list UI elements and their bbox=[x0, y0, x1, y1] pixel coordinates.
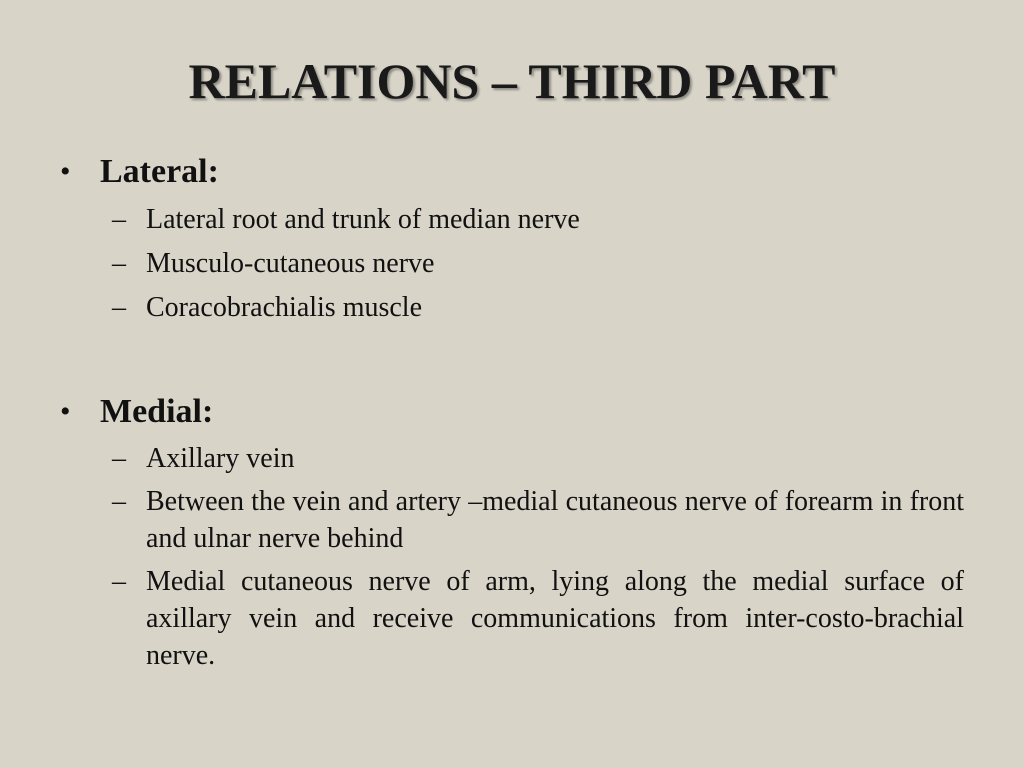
dash-icon: – bbox=[112, 248, 126, 279]
list-item bbox=[60, 483, 964, 557]
list-item bbox=[60, 245, 964, 282]
lateral-list bbox=[60, 201, 964, 326]
section-heading-medial: Medial: bbox=[100, 393, 214, 430]
bullet-icon: • bbox=[60, 395, 71, 428]
dash-icon: – bbox=[112, 566, 126, 597]
section-heading-row bbox=[60, 150, 964, 194]
list-item-text: Lateral root and trunk of median nerve bbox=[146, 204, 580, 235]
list-item bbox=[60, 289, 964, 326]
list-item bbox=[60, 563, 964, 674]
list-item-text: Coracobrachialis muscle bbox=[146, 292, 423, 323]
dash-icon: – bbox=[112, 292, 126, 323]
section-lateral bbox=[60, 150, 964, 326]
bullet-icon: • bbox=[60, 155, 71, 188]
list-item-text: Musculo-cutaneous nerve bbox=[146, 248, 435, 279]
slide-title: RELATIONS – THIRD PART bbox=[188, 53, 836, 109]
list-item-text: Between the vein and artery –medial cutaneous nerve of forearm in front and ulnar nerve behind bbox=[146, 486, 964, 554]
medial-list bbox=[60, 440, 964, 674]
list-item-text: Medial cutaneous nerve of arm, lying along the medial surface of axillary vein and receive communications from inter-costo-brachial nerve. bbox=[146, 566, 964, 671]
dash-icon: – bbox=[112, 443, 126, 474]
section-medial bbox=[60, 390, 964, 674]
list-item bbox=[60, 201, 964, 238]
dash-icon: – bbox=[112, 486, 126, 517]
list-item bbox=[60, 440, 964, 477]
section-heading-row bbox=[60, 390, 964, 434]
section-heading-lateral: Lateral: bbox=[100, 153, 219, 190]
dash-icon: – bbox=[112, 204, 126, 235]
list-item-text: Axillary vein bbox=[146, 443, 295, 474]
